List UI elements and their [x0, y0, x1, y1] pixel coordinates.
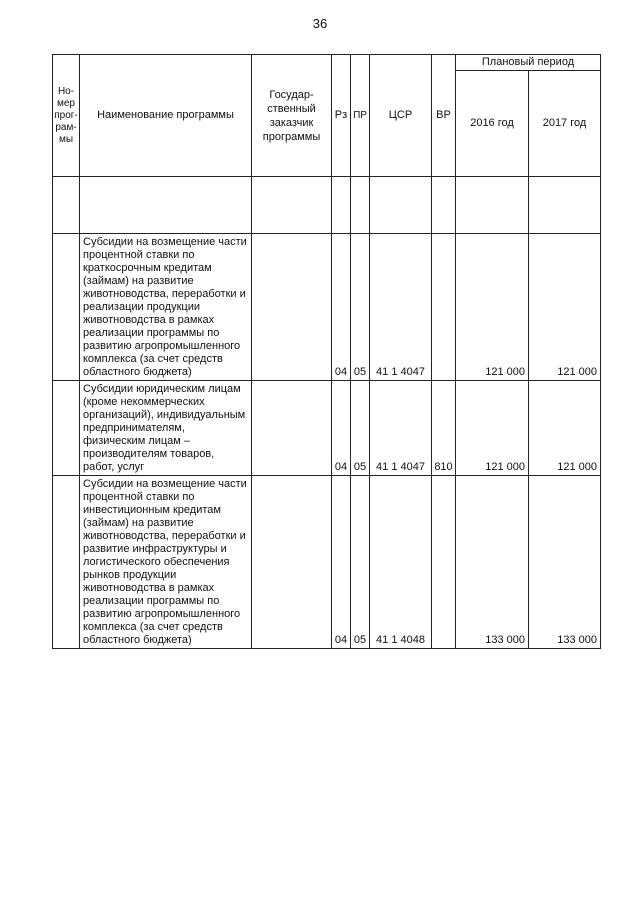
header-rz: Рз [332, 55, 351, 177]
cell-2017: 133 000 [529, 476, 601, 649]
header-planned-period: Плановый период [456, 55, 601, 71]
cell-pr: 05 [351, 234, 370, 381]
header-csr: ЦСР [370, 55, 432, 177]
cell-vr: 810 [432, 381, 456, 476]
budget-table [52, 54, 601, 649]
table-row [53, 381, 601, 476]
cell-vr [432, 476, 456, 649]
header-year-2016: 2016 год [456, 71, 529, 177]
header-row-top [53, 55, 601, 71]
cell-2016: 121 000 [456, 234, 529, 381]
header-customer: Государ- ственный заказчик программы [252, 55, 332, 177]
cell-number [53, 381, 80, 476]
header-program-number: Но- мер прог- рам- мы [53, 55, 80, 177]
cell-rz: 04 [332, 234, 351, 381]
cell-name: Субсидии юридическим лицам (кроме некоммерческих организаций), индивидуальным предпринимателям, физическим лицам – производителям товаров, работ, услуг [80, 381, 252, 476]
cell-customer [252, 234, 332, 381]
cell-2016: 133 000 [456, 476, 529, 649]
cell-rz: 04 [332, 476, 351, 649]
header-program-name: Наименование программы [80, 55, 252, 177]
cell-2017: 121 000 [529, 234, 601, 381]
spacer-row [53, 177, 601, 234]
cell-2016: 121 000 [456, 381, 529, 476]
cell-customer [252, 381, 332, 476]
cell-pr: 05 [351, 381, 370, 476]
cell-rz: 04 [332, 381, 351, 476]
cell-customer [252, 476, 332, 649]
cell-vr [432, 234, 456, 381]
header-pr: ПР [351, 55, 370, 177]
table-row [53, 476, 601, 649]
cell-number [53, 234, 80, 381]
cell-csr: 41 1 4048 [370, 476, 432, 649]
cell-name: Субсидии на возмещение части процентной ставки по инвестиционным кредитам (займам) на развитие животноводства, переработки и развитие инфраструктуры и логистического обеспечения рынков продукции животноводства в рамках реализации программы по развитию агропромышленного комплекса (за счет средств областного бюджета) [80, 476, 252, 649]
header-year-2017: 2017 год [529, 71, 601, 177]
cell-number [53, 476, 80, 649]
cell-csr: 41 1 4047 [370, 234, 432, 381]
cell-2017: 121 000 [529, 381, 601, 476]
page-number: 36 [312, 16, 328, 31]
cell-csr: 41 1 4047 [370, 381, 432, 476]
header-vr: ВР [432, 55, 456, 177]
cell-pr: 05 [351, 476, 370, 649]
cell-name: Субсидии на возмещение части процентной ставки по краткосрочным кредитам (займам) на развитие животноводства, переработки и реализации продукции животноводства в рамках реализации программы по развитию агропромышленного комплекса (за счет средств областного бюджета) [80, 234, 252, 381]
table-row [53, 234, 601, 381]
